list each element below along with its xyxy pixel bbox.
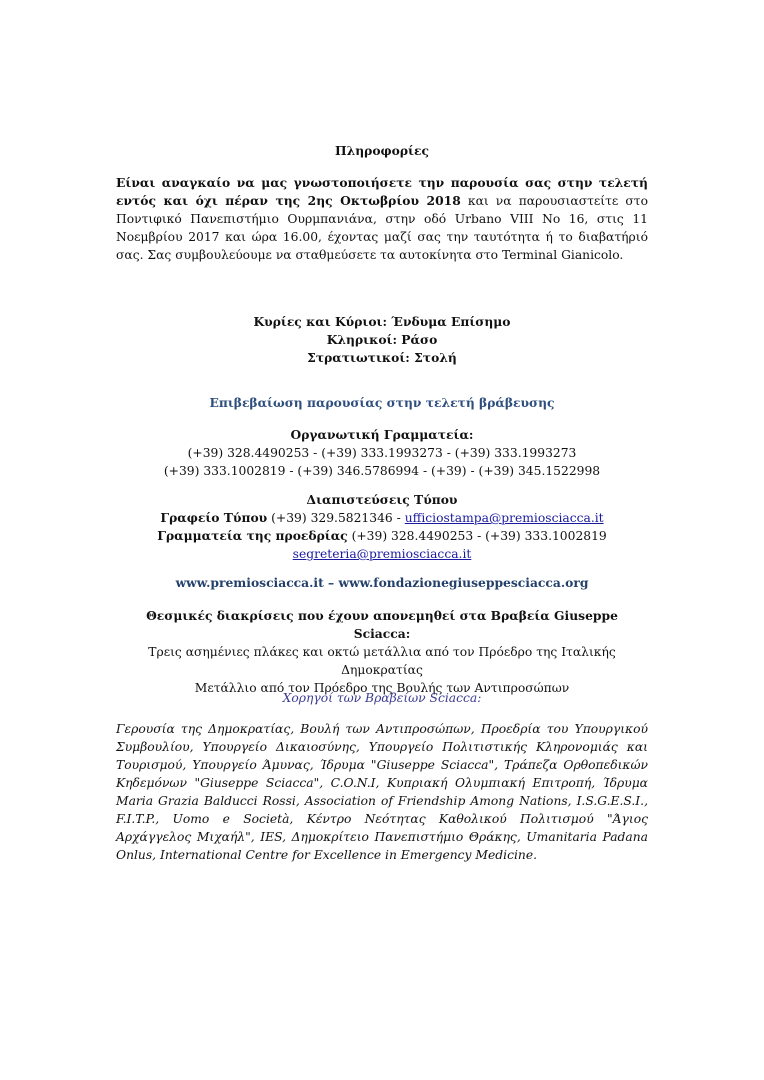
dress-line-clergy: Κληρικοί: Ράσο <box>326 332 438 347</box>
dress-code <box>116 313 648 367</box>
awards-title: Θεσμικές διακρίσεις που έχουν απονεμηθεί στα Βραβεία Giuseppe Sciacca: <box>146 608 618 641</box>
dress-line-civilians: Κυρίες και Κύριοι: Ένδυμα Επίσημο <box>253 314 511 329</box>
info-deadline-text: Είναι αναγκαίο να μας γνωστοποιήσετε την παρουσία σας στην τελετή εντός και όχι πέραν της 2ης Οκτωβρίου 2018 <box>116 175 648 208</box>
press-office-email-link[interactable]: ufficiostampa@premiosciacca.it <box>404 511 604 525</box>
awards-block <box>116 607 648 697</box>
press-office-phone: (+39) 329.5821346 - <box>267 511 405 525</box>
awards-line-2: Μετάλλιο από τον Πρόεδρο της Βουλής των Αντιπροσώπων <box>194 681 570 695</box>
presidency-email-link[interactable]: segreteria@premiosciacca.it <box>292 547 472 561</box>
confirm-heading: Επιβεβαίωση παρουσίας στην τελετή βράβευσης <box>209 395 555 410</box>
secretariat-block <box>116 426 648 480</box>
press-office-line <box>116 509 648 527</box>
info-heading: Πληροφορίες <box>335 143 429 158</box>
secretariat-phones-2: (+39) 333.1002819 - (+39) 346.5786994 - (+39) - (+39) 345.1522998 <box>163 464 601 478</box>
awards-line-1: Τρεις ασημένιες πλάκες και οκτώ μετάλλια από τον Πρόεδρο της Ιταλικής Δημοκρατίας <box>148 645 616 677</box>
sponsors-title: Χορηγοί των Βραβείων Sciacca: <box>282 691 482 705</box>
websites-line[interactable]: www.premiosciacca.it – www.fondazionegiuseppesciacca.org <box>175 575 589 590</box>
info-paragraph <box>116 174 648 264</box>
secretariat-phones-1: (+39) 328.4490253 - (+39) 333.1993273 - (+39) 333.1993273 <box>187 446 577 460</box>
info-details-text: και να παρουσιαστείτε στο Ποντιφικό Πανεπιστήμιο Ουρμπανιάνα, στην οδό Urbano VIII No 16, στις 11 Νοεμβρίου 2017 και ώρα 16.00, έχοντας μαζί σας την ταυτότητα ή το διαβατήριό σας. Σας συμβουλεύουμε να σταθμεύσετε τα αυτοκίνητα στο Terminal Gianicolo. <box>116 194 648 262</box>
press-office-label: Γραφείο Τύπου <box>160 510 268 525</box>
presidency-label: Γραμματεία της προεδρίας <box>157 528 348 543</box>
presidency-phones: (+39) 328.4490253 - (+39) 333.1002819 <box>347 529 607 543</box>
presidency-line <box>116 527 648 545</box>
dress-line-military: Στρατιωτικοί: Στολή <box>307 350 457 365</box>
press-block <box>116 491 648 563</box>
secretariat-title: Οργανωτική Γραμματεία: <box>290 427 474 442</box>
press-title: Διαπιστεύσεις Τύπου <box>306 492 458 507</box>
sponsors-text: Γερουσία της Δημοκρατίας, Βουλή των Αντιπροσώπων, Προεδρία του Υπουργικού Συμβουλίου, Υπουργείο Δικαιοσύνης, Υπουργείο Πολιτιστικής Κληρονομιάς και Τουρισμού, Υπουργείο Άμυνας, Ίδρυμα "Giuseppe Sciacca", Τράπεζα Ορθοπεδικών Κηδεμόνων "Giuseppe Sciacca", C.O.N.I, Κυπριακή Ολυμπιακή Επιτροπή, Ίδρυμα Maria Grazia Balducci Rossi, Association of Friendship Among Nations, I.S.G.E.S.I., F.I.T.P., Uomo e Società, Κέντρο Νεότητας Καθολικού Πολιτισμού "Άγιος Αρχάγγελος Μιχαήλ", IES, Δημοκρίτειο Πανεπιστήμιο Θράκης, Umanitaria Padana Onlus, International Centre for Excellence in Emergency Medicine. <box>116 722 648 862</box>
